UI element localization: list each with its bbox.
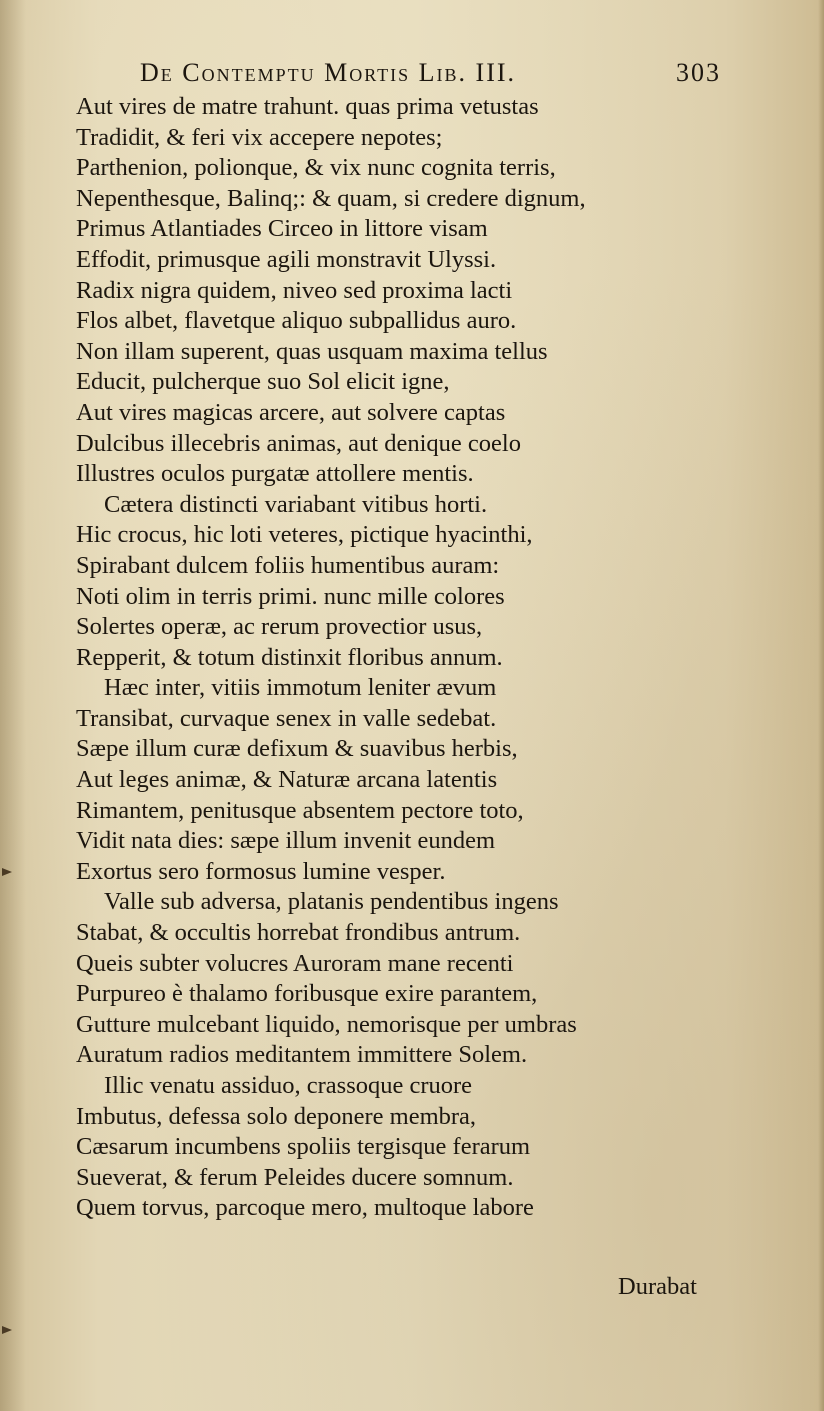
- verse-line: Flos albet, flavetque aliquo subpallidus auro.: [76, 307, 517, 335]
- verse-line: Primus Atlantiades Circeo in littore visam: [76, 215, 488, 243]
- verse-line: Exortus sero formosus lumine vesper.: [76, 857, 446, 885]
- verse-line: Quem torvus, parcoque mero, multoque labore: [76, 1194, 534, 1222]
- verse-line: Effodit, primusque agili monstravit Ulyssi.: [76, 245, 497, 273]
- verse-line: Noti olim in terris primi. nunc mille colores: [76, 582, 505, 610]
- verse-line: Non illam superent, quas usquam maxima tellus: [76, 337, 548, 365]
- gutter-shadow: [0, 0, 26, 1411]
- verse-line: Gutture mulcebant liquido, nemorisque per umbras: [76, 1010, 577, 1038]
- verse-line: Aut vires magicas arcere, aut solvere captas: [76, 398, 506, 426]
- verse-line: Auratum radios meditantem immittere Solem.: [76, 1041, 528, 1069]
- verse-line: Educit, pulcherque suo Sol elicit igne,: [76, 368, 450, 396]
- running-header: [140, 58, 780, 94]
- page-edge: [818, 0, 824, 1411]
- catchword: Durabat: [618, 1273, 697, 1300]
- verse-line: Transibat, curvaque senex in valle sedebat.: [76, 704, 497, 732]
- verse-line: Nepenthesque, Balinq;: & quam, si credere dignum,: [76, 184, 586, 212]
- verse-line: Tradidit, & feri vix accepere nepotes;: [76, 123, 443, 151]
- verse-line: Imbutus, defessa solo deponere membra,: [76, 1102, 477, 1130]
- page-number: 303: [676, 58, 721, 87]
- verse-line: Rimantem, penitusque absentem pectore toto,: [76, 796, 524, 824]
- verse-line: Repperit, & totum distinxit floribus annum.: [76, 643, 503, 671]
- verse-line: Parthenion, polionque, & vix nunc cognita terris,: [76, 154, 556, 182]
- verse-line: Vidit nata dies: sæpe illum invenit eundem: [76, 827, 496, 855]
- verse-block: [76, 92, 776, 1224]
- verse-line: Queis subter volucres Auroram mane recenti: [76, 949, 514, 977]
- verse-line: Aut vires de matre trahunt. quas prima vetustas: [76, 93, 539, 120]
- verse-line: Cæsarum incumbens spoliis tergisque ferarum: [76, 1133, 531, 1161]
- verse-line: Illustres oculos purgatæ attollere mentis.: [76, 460, 474, 488]
- verse-line: Cætera distincti variabant vitibus horti.: [104, 490, 488, 518]
- verse-line: Hic crocus, hic loti veteres, pictique hyacinthi,: [76, 521, 533, 549]
- verse-line: Aut leges animæ, & Naturæ arcana latentis: [76, 766, 498, 794]
- verse-line: Sæpe illum curæ defixum & suavibus herbis,: [76, 735, 518, 763]
- running-title: De Contemptu Mortis Lib. III.: [140, 58, 517, 87]
- verse-line: Hæc inter, vitiis immotum leniter ævum: [104, 674, 497, 702]
- verse-line: Radix nigra quidem, niveo sed proxima lacti: [76, 276, 513, 304]
- verse-line: Sueverat, & ferum Peleides ducere somnum.: [76, 1163, 514, 1191]
- verse-line: Illic venatu assiduo, crassoque cruore: [104, 1072, 473, 1099]
- verse-line: Dulcibus illecebris animas, aut denique coelo: [76, 429, 521, 457]
- verse-line: Stabat, & occultis horrebat frondibus antrum.: [76, 919, 521, 947]
- verse-line: Purpureo è thalamo foribusque exire parantem,: [76, 980, 538, 1008]
- verse-line: Solertes operæ, ac rerum provectior usus,: [76, 613, 483, 641]
- verse-line: Valle sub adversa, platanis pendentibus ingens: [104, 888, 559, 916]
- verse-line: Spirabant dulcem foliis humentibus auram:: [76, 551, 500, 579]
